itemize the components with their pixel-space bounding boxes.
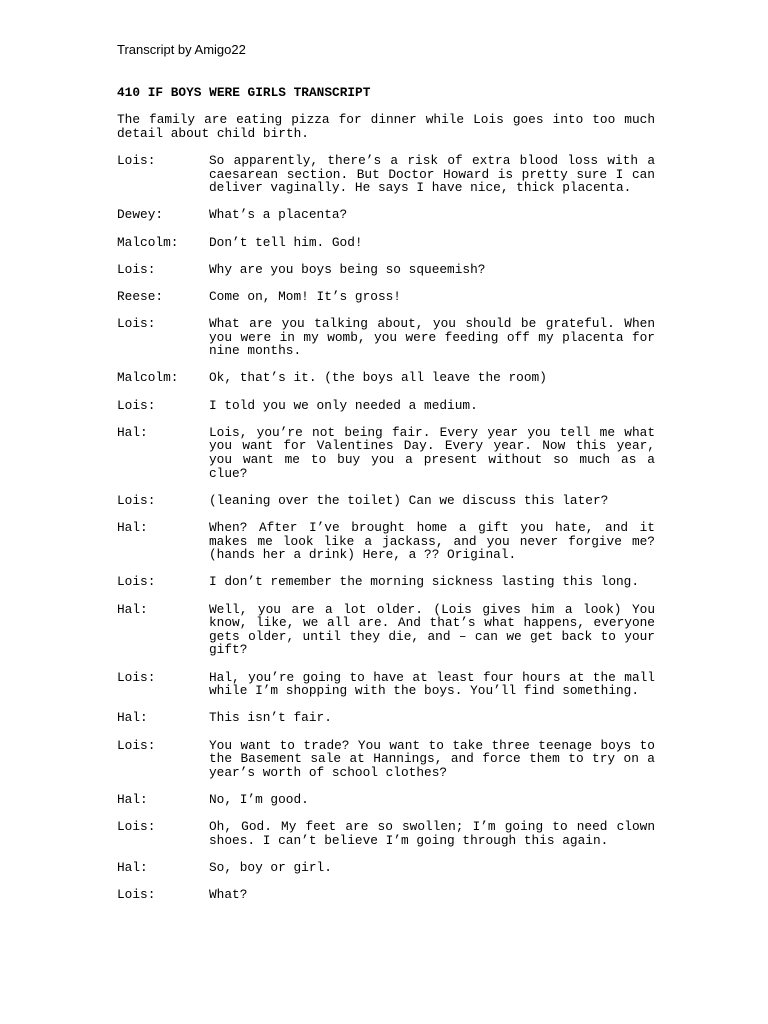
speaker-name: Lois: [117,819,156,835]
speaker-name: Hal: [117,601,148,617]
speaker-name: Lois: [117,669,156,685]
transcript-title: 410 IF BOYS WERE GIRLS TRANSCRIPT [117,85,371,100]
dialogue-line [117,603,655,657]
dialogue-text: I told you we only needed a medium. [209,397,478,413]
speaker-name: Hal: [117,791,148,807]
dialogue-line [117,317,655,358]
dialogue-line [117,793,655,807]
scene-description: The family are eating pizza for dinner while Lois goes into too much detail about child birth. [117,112,655,141]
dialogue-line [117,671,655,698]
dialogue-text: So, boy or girl. [209,859,332,875]
dialogue-text: Oh, God. My feet are so swollen; I’m going to need clown shoes. I can’t believe I’m going through this again. [209,819,655,848]
speaker-name: Hal: [117,424,148,440]
dialogue-line [117,861,655,875]
dialogue-text: Ok, that’s it. (the boys all leave the room) [209,370,547,386]
speaker-name: Lois: [117,737,156,753]
speaker-name: Reese: [117,288,164,304]
speaker-name: Hal: [117,520,148,535]
dialogue-text: No, I’m good. [209,791,309,807]
dialogue-line [117,154,655,195]
dialogue-text: Lois, you’re not being fair. Every year you tell me what you want for Valentines Day. Every year. Now this year, you want me to buy you a present without so much as a clue? [209,424,655,481]
dialogue-text: What? [209,887,248,903]
dialogue-line [117,494,655,508]
dialogue-text: Come on, Mom! It’s gross! [209,288,401,304]
dialogue-text: Why are you boys being so squeemish? [209,261,486,277]
speaker-name: Malcolm: [117,234,179,250]
dialogue-text: (leaning over the toilet) Can we discuss this later? [209,492,609,508]
dialogue-text: What’s a placenta? [209,207,348,223]
speaker-name: Lois: [117,152,156,168]
speaker-name: Lois: [117,261,156,277]
speaker-name: Lois: [117,316,156,332]
dialogue-line [117,711,655,725]
dialogue-line [117,521,655,562]
dialogue-line [117,208,655,222]
dialogue-text: This isn’t fair. [209,710,332,726]
speaker-name: Malcolm: [117,370,179,386]
dialogue-line [117,371,655,385]
speaker-name: Lois: [117,574,156,590]
dialogue-line [117,888,655,902]
speaker-name: Lois: [117,492,156,508]
speaker-name: Lois: [117,887,156,903]
dialogue-line [117,236,655,250]
speaker-name: Hal: [117,710,148,726]
speaker-name: Lois: [117,397,156,413]
dialogue-text: Well, you are a lot older. (Lois gives him a look) You know, like, we all are. And that’s what happens, everyone gets older, until they die, and – can we get back to your gift? [209,601,655,658]
dialogue-text: When? After I’ve brought home a gift you hate, and it makes me look like a jackass, and you never forgive me? (hands her a drink) Here, a ?? Original. [209,520,655,563]
dialogue-line [117,739,655,780]
dialogue-line [117,399,655,413]
dialogue-line [117,820,655,847]
dialogue-line [117,263,655,277]
dialogue-line [117,290,655,304]
dialogue-text: What are you talking about, you should be grateful. When you were in my womb, you were feeding off my placenta for nine months. [209,316,655,359]
dialogue-text: Don’t tell him. God! [209,234,363,250]
dialogue-text: You want to trade? You want to take three teenage boys to the Basement sale at Hannings, and force them to try on a year’s worth of school clothes? [209,737,655,780]
transcript-body [117,86,655,915]
speaker-name: Hal: [117,859,148,875]
dialogue-text: So apparently, there’s a risk of extra blood loss with a caesarean section. But Doctor Howard is pretty sure I can deliver vaginally. He says I have nice, thick placenta. [209,152,655,196]
page-header: Transcript by Amigo22 [117,42,246,57]
speaker-name: Dewey: [117,207,164,223]
dialogue-text: Hal, you’re going to have at least four hours at the mall while I’m shopping with the boys. You’ll find something. [209,669,655,699]
dialogue-line [117,575,655,589]
dialogue-text: I don’t remember the morning sickness lasting this long. [209,574,640,590]
dialogue-line [117,426,655,480]
